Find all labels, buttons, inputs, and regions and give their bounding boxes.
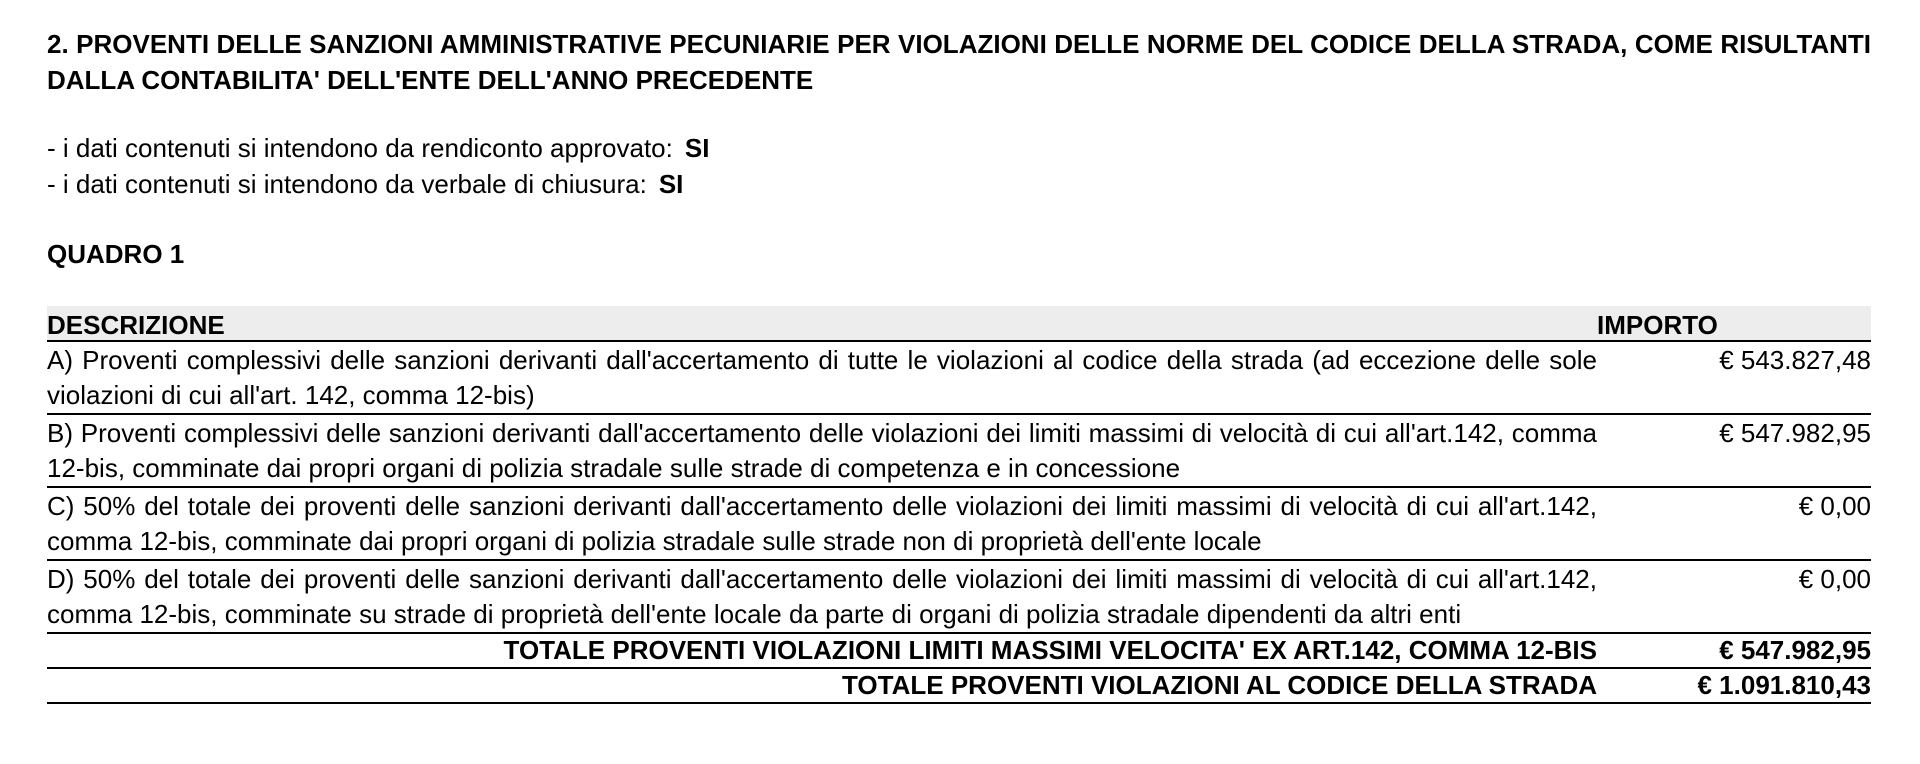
total-velocita-amount: € 547.982,95 xyxy=(1719,635,1871,665)
row-description: C) 50% del totale dei proventi delle sanzioni derivanti dall'accertamento delle violazioni dei limiti massimi di velocità di cui all'art.142, comma 12-bis, comminate dai propri organi di polizia stradale sulle strade non di proprietà dell'ente locale xyxy=(47,491,1597,556)
row-amount: € 0,00 xyxy=(1798,564,1871,594)
header-description: DESCRIZIONE xyxy=(47,310,225,340)
total-codice-label: TOTALE PROVENTI VIOLAZIONI AL CODICE DELLA STRADA xyxy=(842,670,1597,700)
row-description: B) Proventi complessivi delle sanzioni derivanti dall'accertamento delle violazioni dei limiti massimi di velocità di cui all'art.142, comma 12-bis, comminate dai propri organi di polizia stradale sulle strade di competenza e in concessione xyxy=(47,418,1597,483)
table-row xyxy=(47,488,1871,561)
row-amount: € 543.827,48 xyxy=(1719,345,1871,375)
table-row xyxy=(47,342,1871,415)
document-page xyxy=(47,26,1871,704)
row-description: D) 50% del totale dei proventi delle sanzioni derivanti dall'accertamento delle violazioni dei limiti massimi di velocità di cui all'art.142, comma 12-bis, comminate su strade di proprietà dell'ente locale da parte di organi di polizia stradale dipendenti da altri enti xyxy=(47,564,1597,629)
total-codice-amount: € 1.091.810,43 xyxy=(1697,670,1871,700)
table-row xyxy=(47,415,1871,488)
rendiconto-line xyxy=(47,130,1871,166)
row-description: A) Proventi complessivi delle sanzioni derivanti dall'accertamento di tutte le violazioni al codice della strada (ad eccezione delle sole violazioni di cui all'art. 142, comma 12-bis) xyxy=(47,345,1597,410)
rendiconto-label: - i dati contenuti si intendono da rendiconto approvato: xyxy=(47,133,673,163)
table-header xyxy=(47,306,1871,342)
total-row-codice-strada xyxy=(47,669,1871,704)
proventi-table xyxy=(47,306,1871,704)
verbale-value: SI xyxy=(658,169,684,199)
row-amount: € 0,00 xyxy=(1798,491,1871,521)
data-source-info xyxy=(47,130,1871,202)
row-amount: € 547.982,95 xyxy=(1719,418,1871,448)
header-amount: IMPORTO xyxy=(1597,310,1718,340)
verbale-label: - i dati contenuti si intendono da verbale di chiusura: xyxy=(47,169,647,199)
verbale-line xyxy=(47,166,1871,202)
total-row-velocita xyxy=(47,634,1871,669)
quadro-title: QUADRO 1 xyxy=(47,239,185,269)
section-title: 2. PROVENTI DELLE SANZIONI AMMINISTRATIVE PECUNIARIE PER VIOLAZIONI DELLE NORME DEL CODICE DELLA STRADA, COME RISULTANTI DALLA CONTABILITA' DELL'ENTE DELL'ANNO PRECEDENTE xyxy=(47,29,1871,95)
rendiconto-value: SI xyxy=(684,133,710,163)
table-row xyxy=(47,561,1871,634)
total-velocita-label: TOTALE PROVENTI VIOLAZIONI LIMITI MASSIMI VELOCITA' EX ART.142, COMMA 12-BIS xyxy=(503,635,1597,665)
